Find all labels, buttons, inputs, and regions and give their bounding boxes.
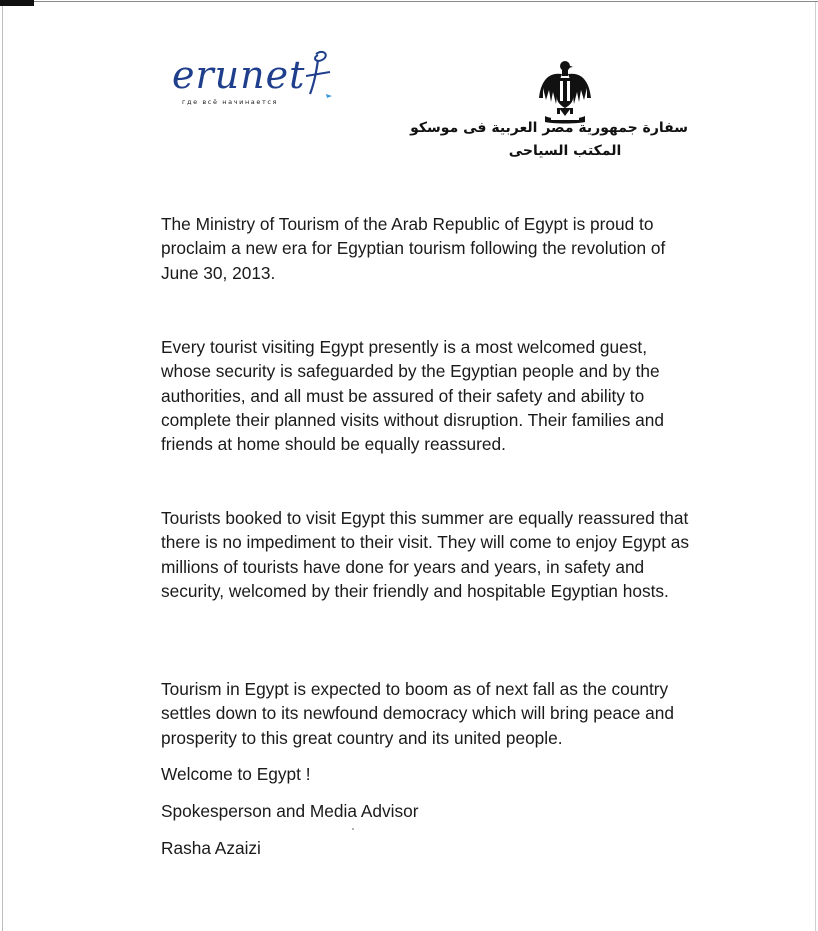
eagle-of-saladin-icon <box>537 58 593 124</box>
signer-name: Rasha Azaizi <box>161 838 261 858</box>
logo-swirl-icon <box>296 46 336 106</box>
embassy-name: سفارة جمهورية مصر العربية فى موسكو <box>410 120 688 136</box>
scan-speck <box>352 828 354 830</box>
tourism-office-name: المكتب السياحى <box>508 143 622 159</box>
page-edge-right <box>815 2 816 931</box>
paragraph-3: Tourists booked to visit Egypt this summer are equally reassured that there is no impediment to their visit. They will come to enjoy Egypt as millions of tourists have done for years and years, in safety and security, welcomed by their friendly and hospitable Egyptian hosts. <box>161 508 689 601</box>
logo-tagline: где всё начинается <box>182 98 279 106</box>
paragraph-1: The Ministry of Tourism of the Arab Republic of Egypt is proud to proclaim a new era for Egyptian tourism following the revolution of June 30, 2013. <box>161 214 666 283</box>
page-edge-top <box>34 1 818 2</box>
page-edge-left <box>2 6 3 931</box>
erunet-logo <box>172 52 342 112</box>
closing-line: Welcome to Egypt ! <box>161 764 311 784</box>
signer-title: Spokesperson and Media Advisor <box>161 801 419 821</box>
paragraph-4: Tourism in Egypt is expected to boom as of next fall as the country settles down to its newfound democracy which will bring peace and prosperity to this great country and its united people. <box>161 679 674 748</box>
scan-edge-mark <box>0 0 34 6</box>
logo-wordmark: erunet <box>172 53 306 97</box>
paragraph-2: Every tourist visiting Egypt presently is a most welcomed guest, whose security is safeguarded by the Egyptian people and by the authorities, and all must be assured of their safety and ability to complete their planned visits without disruption. Their families and friends at home should be equally reassured. <box>161 337 665 455</box>
